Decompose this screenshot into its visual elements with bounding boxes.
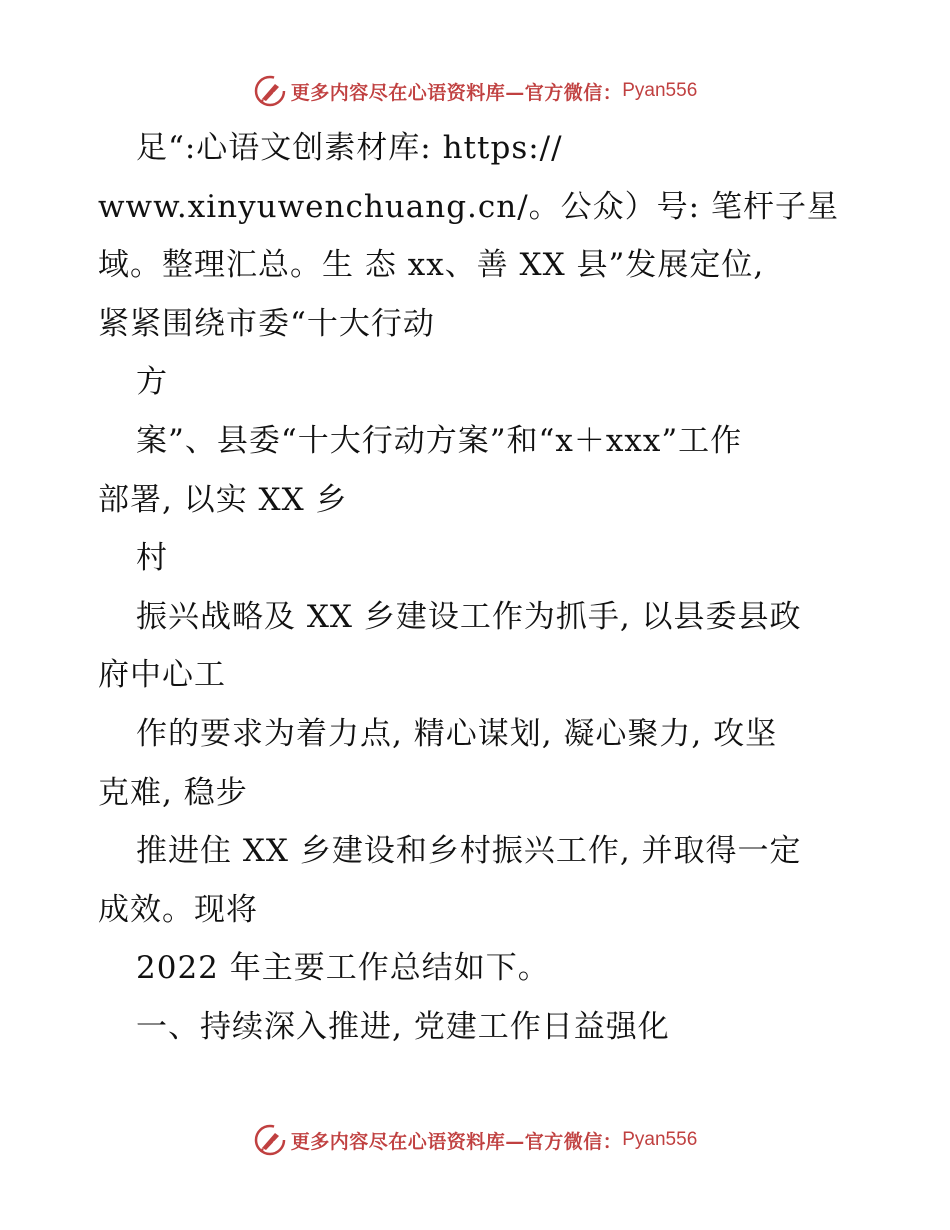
paragraph-line: 克难, 稳步 — [98, 775, 248, 811]
paragraph-line: 作的要求为着力点, 精心谋划, 凝心聚力, 攻坚 — [136, 716, 778, 752]
paragraph-line: 村 — [136, 540, 168, 576]
footer-watermark — [0, 1120, 950, 1160]
watermark-text: 更多内容尽在心语资料库—官方微信： — [290, 1130, 623, 1153]
watermark-text: 更多内容尽在心语资料库—官方微信： — [290, 81, 623, 104]
paragraph-line: www.xinyuwenchuang.cn/。公众）号: 笔杆子星 — [98, 189, 839, 225]
watermark-wechat-id: Pyan556 — [622, 80, 698, 101]
paragraph-line: 部署, 以实 XX 乡 — [98, 482, 348, 518]
paragraph-line: 2022 年主要工作总结如下。 — [136, 950, 550, 986]
pen-logo-icon — [253, 1123, 287, 1157]
paragraph-line: 府中心工 — [98, 657, 226, 693]
paragraph-line: 紧紧围绕市委“十大行动 — [98, 306, 435, 342]
paragraph-line: 足“:心语文创素材库: https:// — [136, 130, 563, 166]
paragraph-line: 成效。现将 — [98, 892, 258, 928]
paragraph-line: 案”、县委“十大行动方案”和“x＋xxx”工作 — [136, 423, 743, 459]
watermark-wechat-id: Pyan556 — [622, 1129, 698, 1150]
paragraph-line: 振兴战略及 XX 乡建设工作为抓手, 以县委县政 — [136, 599, 802, 635]
paragraph-line: 方 — [136, 364, 168, 400]
paragraph-line: 推进住 XX 乡建设和乡村振兴工作, 并取得一定 — [136, 833, 802, 869]
paragraph-line: 一、持续深入推进, 党建工作日益强化 — [136, 1009, 670, 1045]
paragraph-line: 域。整理汇总。生 态 xx、善 XX 县”发展定位, — [98, 247, 765, 283]
